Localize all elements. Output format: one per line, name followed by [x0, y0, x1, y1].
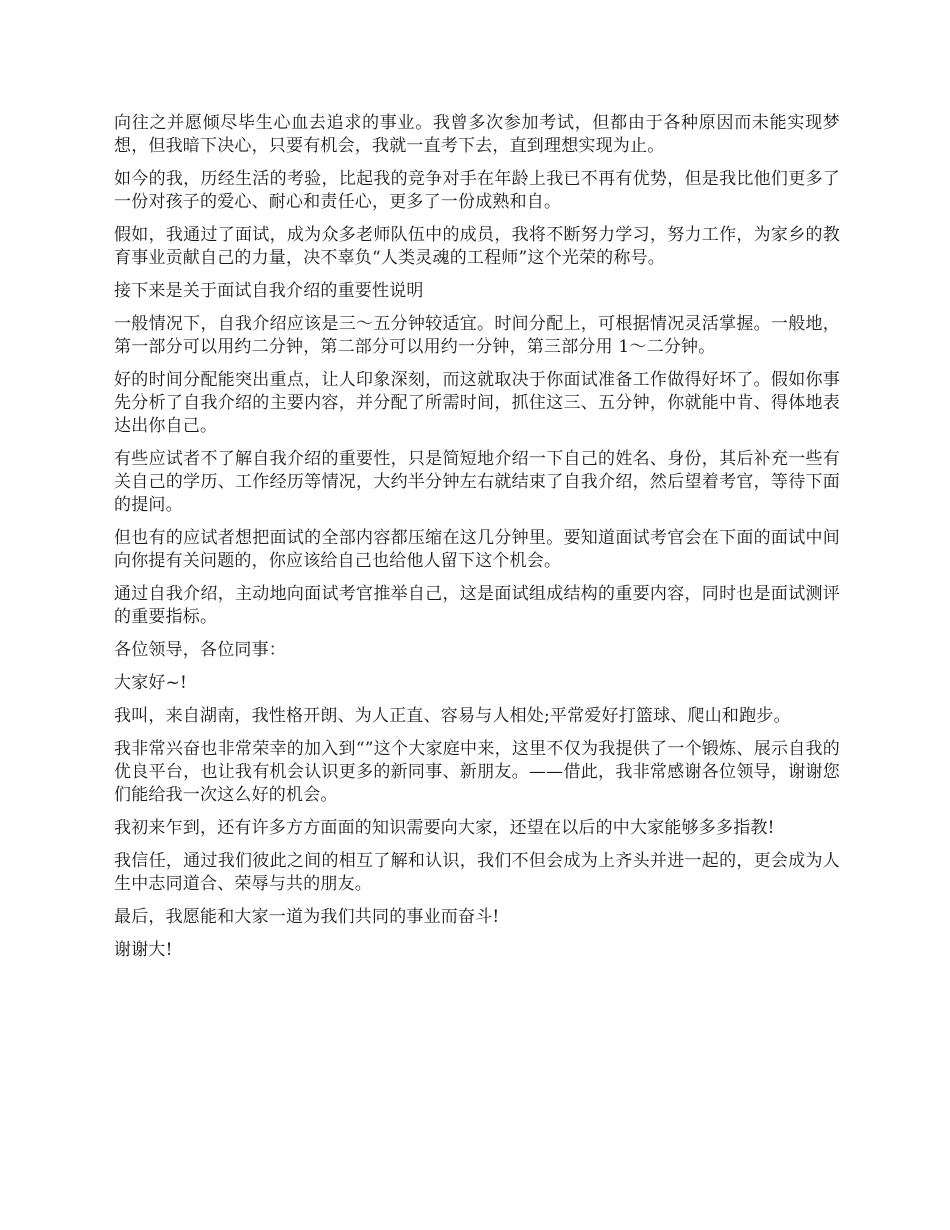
paragraph-1: 向往之并愿倾尽毕生心血去追求的事业。我曾多次参加考试，但都由于各种原因而未能实现梦想，但我暗下决心，只要有机会，我就一直考下去，直到理想实现为止。 [114, 113, 840, 156]
paragraph-16: 最后，我愿能和大家一道为我们共同的事业而奋斗! [114, 907, 500, 927]
paragraph-2: 如今的我，历经生活的考验，比起我的竞争对手在年龄上我已不再有优势，但是我比他们更多了一份对孩子的爱心、耐心和责任心，更多了一份成熟和自。 [114, 169, 840, 212]
paragraph-13: 我非常兴奋也非常荣幸的加入到“”这个大家庭中来，这里不仅为我提供了一个锻炼、展示自我的优良平台，也让我有机会认识更多的新同事、新朋友。——借此，我非常感谢各位领导，谢谢您们能给我一次这么好的机会。 [114, 739, 840, 805]
paragraph-15: 我信任，通过我们彼此之间的相互了解和认识，我们不但会成为上齐头并进一起的，更会成为人生中志同道合、荣辱与共的朋友。 [114, 851, 840, 894]
paragraph-8: 但也有的应试者想把面试的全部内容都压缩在这几分钟里。要知道面试考官会在下面的面试中间向你提有关问题的，你应该给自己也给他人留下这个机会。 [114, 528, 840, 571]
paragraph-12: 我叫，来自湖南，我性格开朗、为人正直、容易与人相处;平常爱好打篮球、爬山和跑步。 [114, 706, 791, 726]
paragraph-14: 我初来乍到，还有许多方方面面的知识需要向大家，还望在以后的中大家能够多多指教! [114, 818, 775, 838]
paragraph-17: 谢谢大! [114, 940, 173, 960]
paragraph-5: 一般情况下，自我介绍应该是三～五分钟较适宜。时间分配上，可根据情况灵活掌握。一般地，第一部分可以用约二分钟，第二部分可以用约一分钟，第三部分用 1～二分钟。 [114, 314, 840, 357]
paragraph-4: 接下来是关于面试自我介绍的重要性说明 [114, 281, 424, 301]
paragraph-3: 假如，我通过了面试，成为众多老师队伍中的成员，我将不断努力学习，努力工作，为家乡的教育事业贡献自己的力量，决不辜负“人类灵魂的工程师”这个光荣的称号。 [114, 225, 840, 268]
paragraph-7: 有些应试者不了解自我介绍的重要性，只是简短地介绍一下自己的姓名、身份，其后补充一些有关自己的学历、工作经历等情况，大约半分钟左右就结束了自我介绍，然后望着考官，等待下面的提问。 [114, 449, 840, 515]
paragraph-11: 大家好~! [114, 673, 188, 693]
paragraph-10: 各位领导，各位同事： [114, 640, 286, 660]
paragraph-6: 好的时间分配能突出重点，让人印象深刻，而这就取决于你面试准备工作做得好坏了。假如你事先分析了自我介绍的主要内容，并分配了所需时间，抓住这三、五分钟，你就能中肯、得体地表达出你自己。 [114, 370, 840, 436]
paragraph-9: 通过自我介绍，主动地向面试考官推举自己，这是面试组成结构的重要内容，同时也是面试测评的重要指标。 [114, 584, 840, 627]
